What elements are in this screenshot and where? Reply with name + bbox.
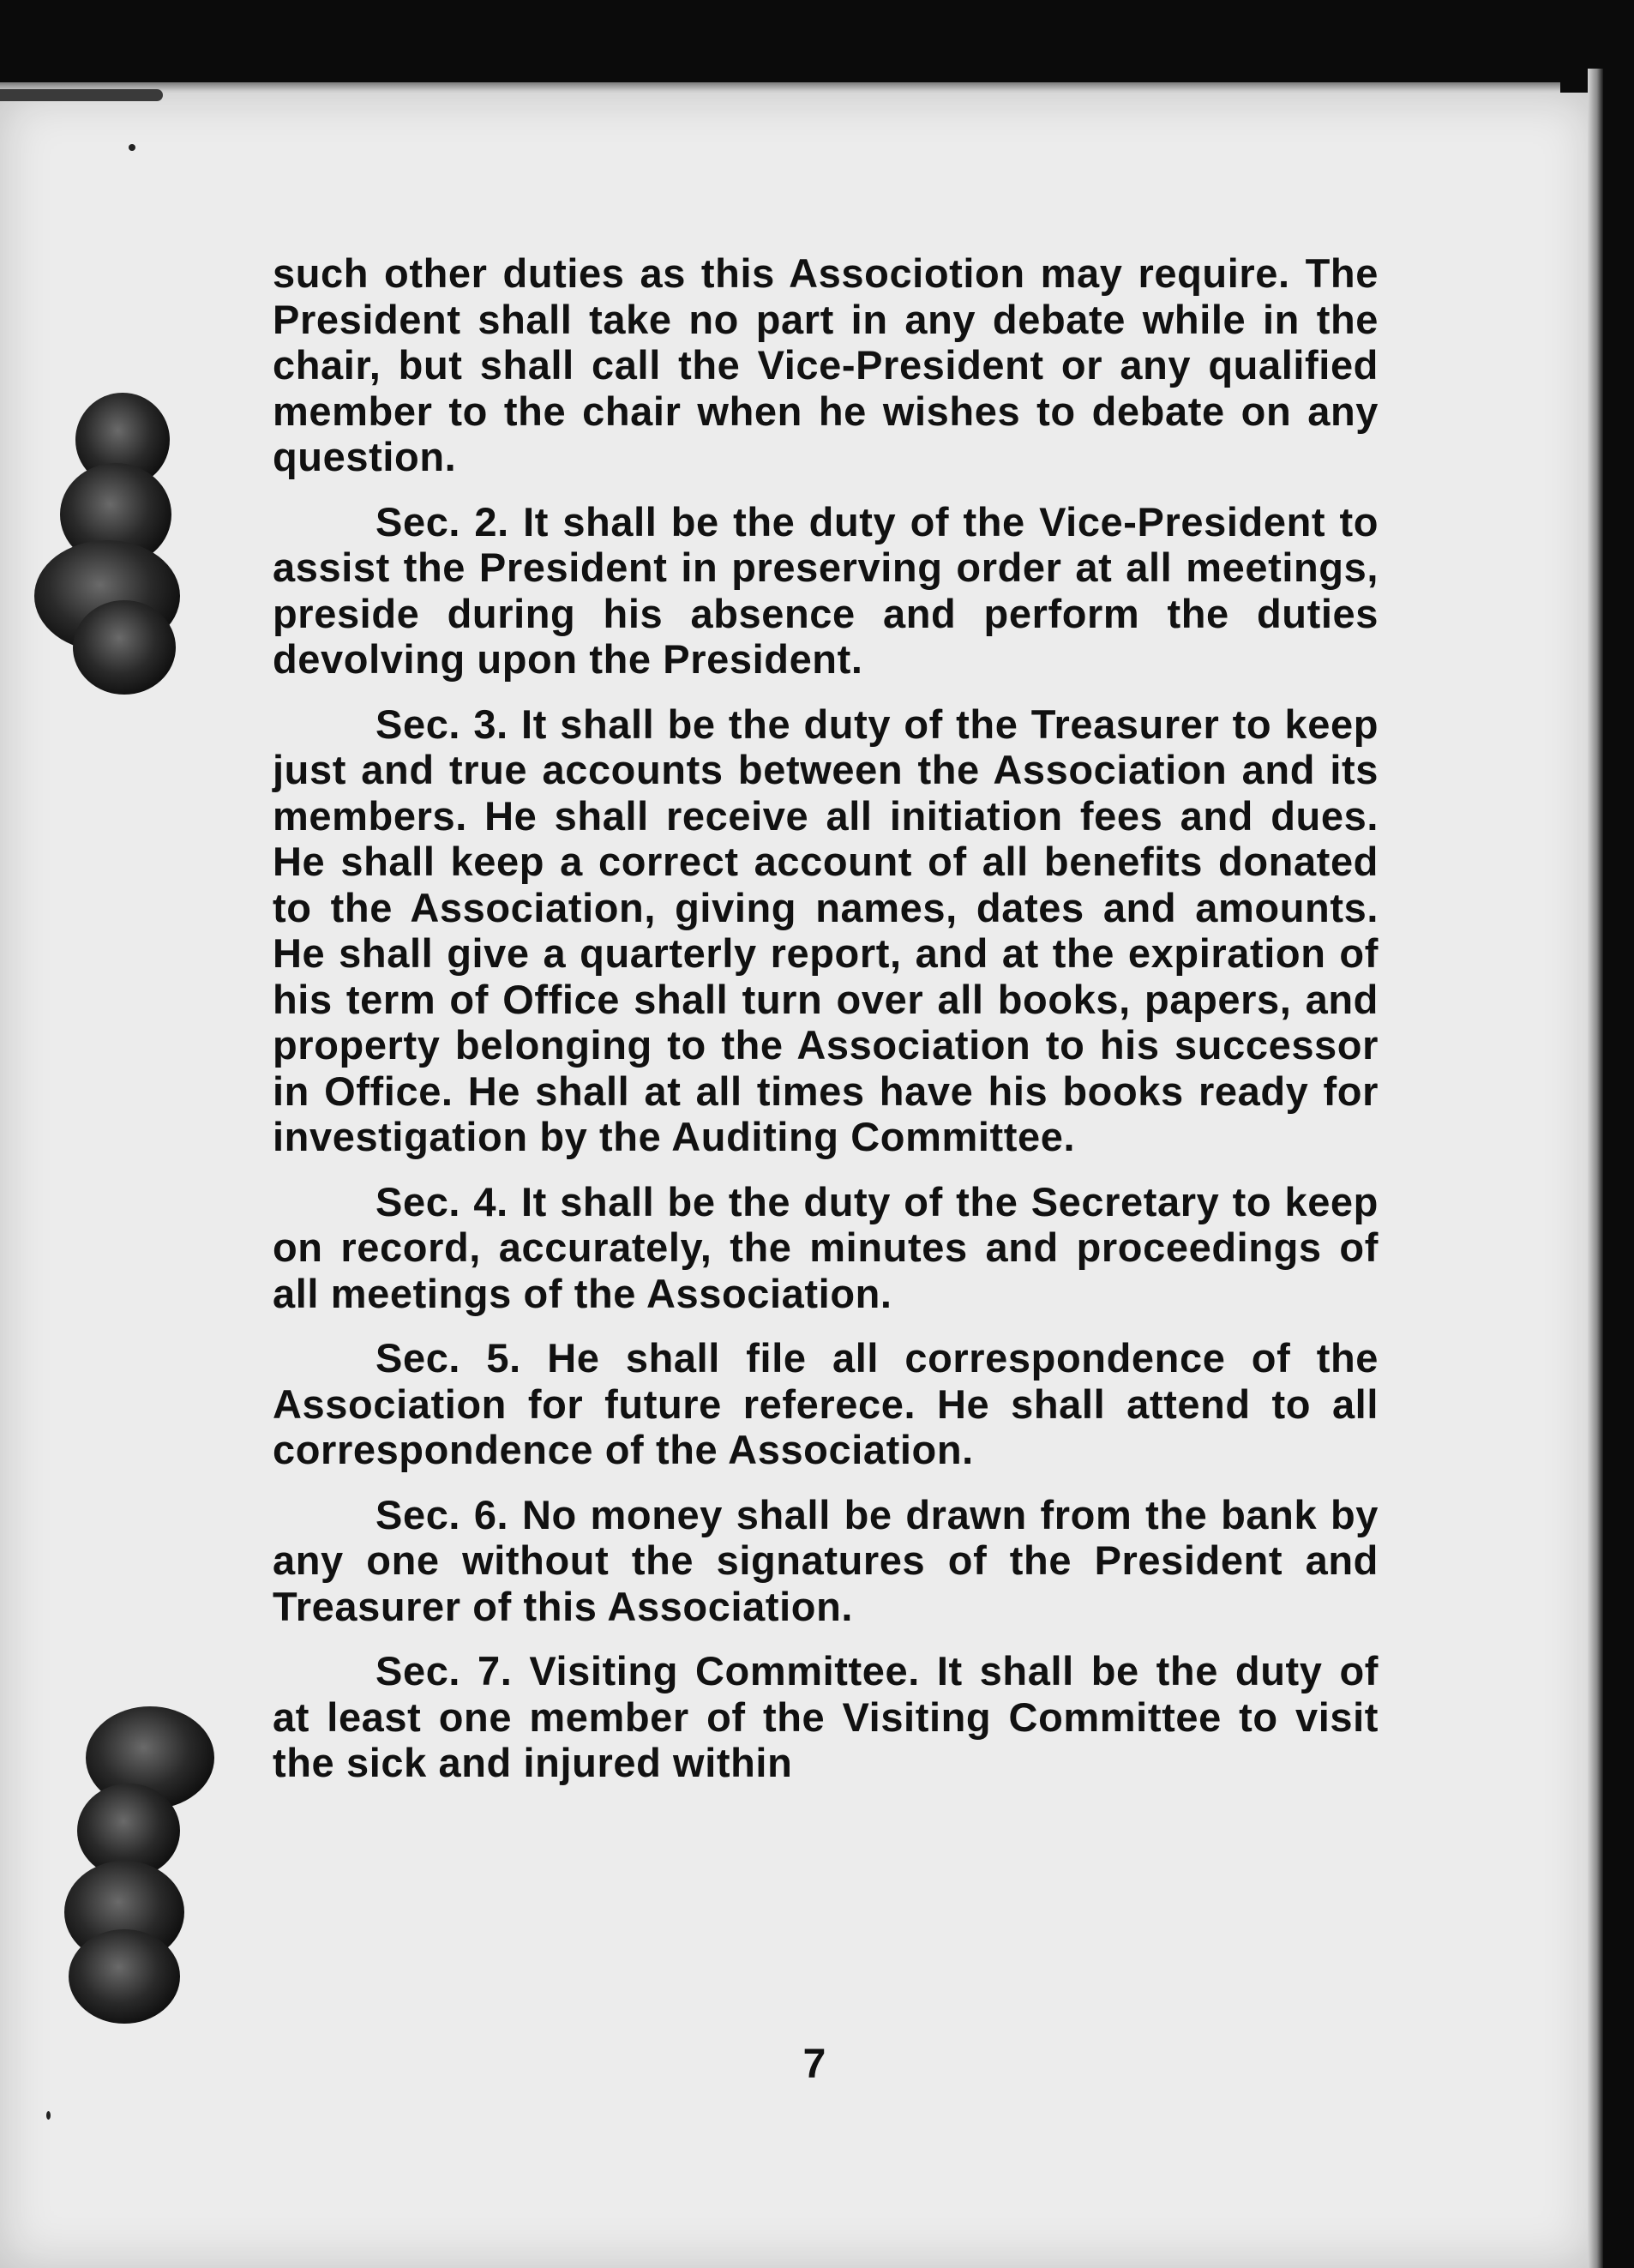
section-heading: Visiting Committee. [529,1648,920,1693]
paragraph-text: It shall be the duty of the Vice-President to assist the President in preserving order at all meetings, preside during his absence and perform the duties devolving upon the President. [273,498,1379,682]
paragraph-sec-7 [273,1648,1379,1786]
paragraph-text: He shall file all correspondence of the Association for future referece. He shall attend to all correspondence of the Association. [273,1335,1379,1472]
section-number: Sec. 6. [375,1491,509,1537]
page-right-edge [1588,69,1603,2268]
paragraph-sec-6 [273,1492,1379,1630]
paragraph-sec-4 [273,1179,1379,1317]
body-text [273,250,1379,1805]
paragraph-text: No money shall be drawn from the bank by any one without the signatures of the President and Treasurer of this Association. [273,1491,1379,1629]
paragraph-text: It shall be the duty of at least one member of the Visiting Committee to visit the sick and injured within [273,1648,1379,1785]
paragraph-continuation [273,250,1379,480]
page-top-fold-shadow [0,89,163,101]
section-number: Sec. 7. [375,1648,513,1693]
binding-hole-upper-4 [73,600,176,695]
dust-speck [46,2111,51,2120]
section-number: Sec. 2. [375,498,509,544]
section-number: Sec. 4. [375,1178,508,1224]
paragraph-text: such other duties as this Associotion may require. The President shall take no part in any debate while in the chair, but shall call the Vice-President or any qualified member to the chair when he wishes to debate on any question. [273,250,1379,479]
binding-hole-lower-4 [69,1929,180,2024]
section-number: Sec. 5. [375,1335,521,1381]
dust-speck [129,144,135,151]
paragraph-text: It shall be the duty of the Secretary to keep on record, accurately, the minutes and proceedings of all meetings of the Association. [273,1178,1379,1316]
paragraph-sec-2 [273,499,1379,683]
paragraph-sec-5 [273,1335,1379,1473]
page-number: 7 [802,2042,826,2087]
paragraph-sec-3 [273,701,1379,1160]
paragraph-text: It shall be the duty of the Treasurer to keep just and true accounts between the Association and its members. He shall receive all initiation fees and dues. He shall keep a correct account of all benefits donated to the Association, giving names, dates and amounts. He shall give a quarterly report, and at the expiration of his term of Office shall turn over all books, papers, and property belonging to the Association to his successor in Office. He shall at all times have his books ready for investigation by the Auditing Committee. [273,701,1379,1159]
section-number: Sec. 3. [375,701,508,747]
